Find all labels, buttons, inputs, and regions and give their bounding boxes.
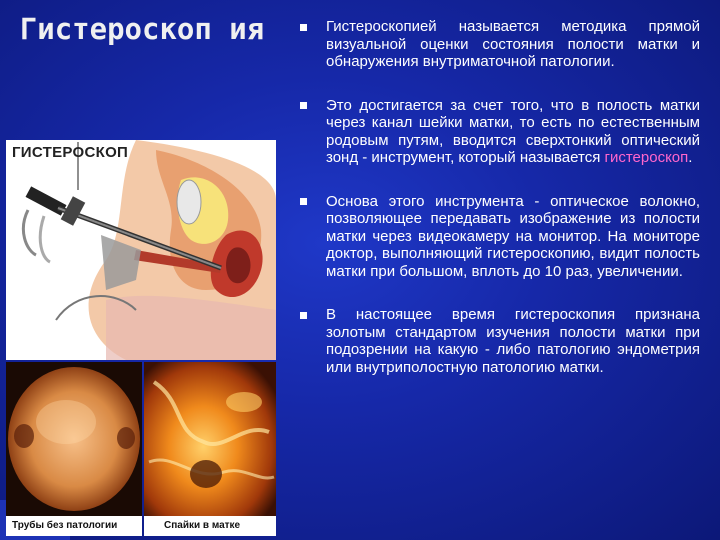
text-column [300, 18, 700, 376]
hysteroscope-diagram [6, 140, 276, 360]
paragraph-definition-text: Гистероскопией называется методика прямой визуальной оценки состояния полости матки и обнаружения внутриматочной патологии. [326, 18, 700, 70]
paragraph-instrument-text: Основа этого инструмента - оптическое волокно, позволяющее передавать изображение из полости матки через видеокамеру на монитор. На мониторе доктор, выполняющий гистероскопию, видит полость матки при большом, вплоть до 10 раз, увеличении. [326, 192, 700, 280]
photo-uterine-adhesions [144, 362, 276, 516]
slide-title: Гистероскоп ия [19, 12, 265, 46]
paragraph-standard-text: В настоящее время гистероскопия признана золотым стандартом изучения полости матки при подозрении на какую - либо патологию эндометрия или внутриполостную патологию матки. [326, 306, 700, 376]
bullet-icon [300, 102, 307, 109]
paragraph-method-text: Это достигается за счет того, что в полость матки через канал шейки матки, то есть по естественным родовым путям, вводится сверхтонкий оптический зонд - инструмент, который называется [326, 96, 700, 166]
paragraph-definition [300, 18, 700, 71]
caption-uterine-adhesions: Спайки в матке [144, 516, 276, 536]
paragraph-method [300, 97, 700, 167]
photo-normal-tubes-image [6, 362, 142, 516]
photo-normal-tubes [6, 362, 142, 516]
paragraph-standard [300, 306, 700, 376]
illustration-label: ГИСТЕРОСКОП [12, 144, 129, 161]
caption-normal-tubes: Трубы без патологии [6, 516, 142, 536]
highlight-term: гистероскоп [604, 149, 689, 166]
hysteroscope-illustration [6, 140, 276, 360]
paragraph-instrument [300, 193, 700, 281]
paragraph-method-end: . [688, 149, 693, 166]
bullet-icon [300, 312, 307, 319]
photo-uterine-adhesions-image [144, 362, 276, 516]
bullet-icon [300, 198, 307, 205]
bullet-icon [300, 24, 307, 31]
